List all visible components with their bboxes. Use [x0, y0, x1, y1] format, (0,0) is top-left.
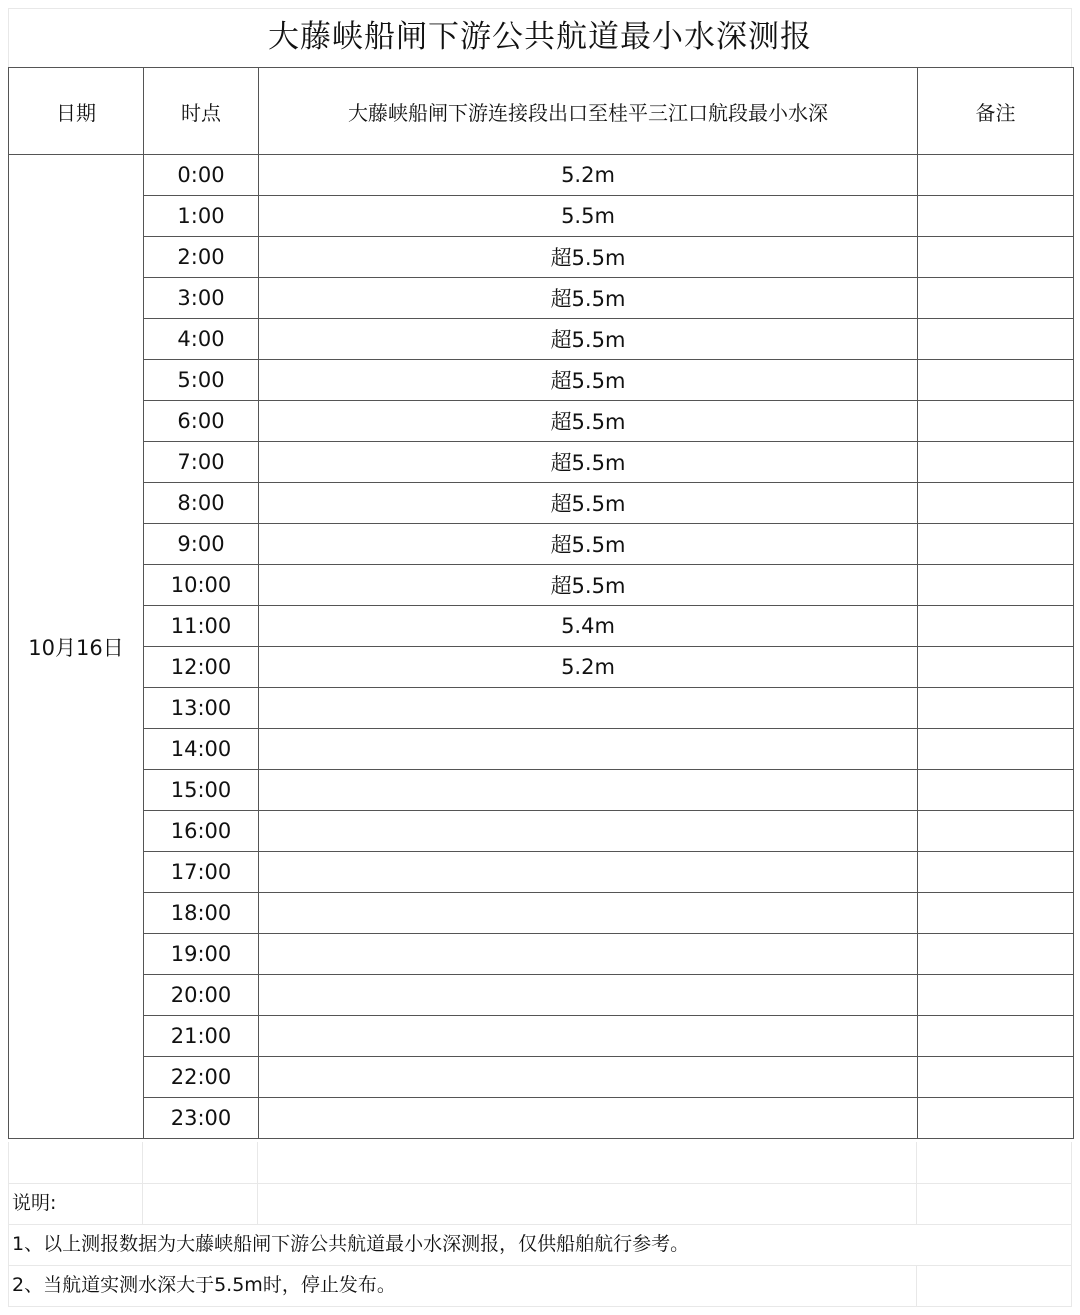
- remark-cell: [918, 155, 1074, 196]
- remark-cell: [918, 483, 1074, 524]
- remark-cell: [918, 360, 1074, 401]
- time-cell: 10:00: [144, 565, 259, 606]
- depth-cell: 超5.5m: [259, 360, 918, 401]
- time-cell: 2:00: [144, 237, 259, 278]
- table-row: [9, 975, 1074, 1016]
- depth-cell: 超5.5m: [259, 483, 918, 524]
- remark-cell: [918, 852, 1074, 893]
- header-row: [9, 68, 1074, 155]
- time-cell: 6:00: [144, 401, 259, 442]
- time-cell: 23:00: [144, 1098, 259, 1139]
- time-cell: 12:00: [144, 647, 259, 688]
- depth-cell: 超5.5m: [259, 442, 918, 483]
- remark-cell: [918, 237, 1074, 278]
- depth-cell: [259, 729, 918, 770]
- remark-cell: [918, 1057, 1074, 1098]
- table-row: [9, 852, 1074, 893]
- remark-cell: [918, 606, 1074, 647]
- table-row: [9, 237, 1074, 278]
- depth-cell: 超5.5m: [259, 237, 918, 278]
- time-cell: 0:00: [144, 155, 259, 196]
- empty-row: [8, 1142, 1072, 1183]
- depth-cell: [259, 852, 918, 893]
- time-cell: 13:00: [144, 688, 259, 729]
- depth-cell: [259, 934, 918, 975]
- time-cell: 14:00: [144, 729, 259, 770]
- remark-cell: [918, 934, 1074, 975]
- depth-cell: 5.5m: [259, 196, 918, 237]
- table-row: [9, 688, 1074, 729]
- depth-cell: 超5.5m: [259, 319, 918, 360]
- depth-cell: [259, 811, 918, 852]
- time-cell: 15:00: [144, 770, 259, 811]
- remark-cell: [918, 524, 1074, 565]
- depth-cell: [259, 770, 918, 811]
- time-cell: 20:00: [144, 975, 259, 1016]
- time-cell: 3:00: [144, 278, 259, 319]
- depth-cell: [259, 893, 918, 934]
- note-item: 1、以上测报数据为大藤峡船闸下游公共航道最小水深测报，仅供船舶航行参考。: [12, 1233, 690, 1255]
- table-row: [9, 278, 1074, 319]
- depth-cell: [259, 1016, 918, 1057]
- table-row: [9, 811, 1074, 852]
- remark-cell: [918, 1098, 1074, 1139]
- header-date: 日期: [9, 68, 144, 155]
- remark-cell: [918, 647, 1074, 688]
- remark-cell: [918, 688, 1074, 729]
- time-cell: 18:00: [144, 893, 259, 934]
- time-cell: 1:00: [144, 196, 259, 237]
- time-cell: 4:00: [144, 319, 259, 360]
- depth-cell: 超5.5m: [259, 278, 918, 319]
- table-row: [9, 893, 1074, 934]
- time-cell: 11:00: [144, 606, 259, 647]
- depth-cell: 5.4m: [259, 606, 918, 647]
- date-cell: 10月16日: [9, 155, 144, 1139]
- depth-cell: 5.2m: [259, 647, 918, 688]
- time-cell: 7:00: [144, 442, 259, 483]
- header-time: 时点: [144, 68, 259, 155]
- remark-cell: [918, 975, 1074, 1016]
- note-item: 2、当航道实测水深大于5.5m时，停止发布。: [12, 1274, 396, 1296]
- depth-cell: 超5.5m: [259, 524, 918, 565]
- remark-cell: [918, 565, 1074, 606]
- table-row: [9, 442, 1074, 483]
- table-body: [9, 155, 1074, 1139]
- depth-cell: [259, 688, 918, 729]
- remark-cell: [918, 893, 1074, 934]
- table-row: [9, 934, 1074, 975]
- depth-cell: 超5.5m: [259, 565, 918, 606]
- header-remark: 备注: [918, 68, 1074, 155]
- table-row: [9, 647, 1074, 688]
- depth-cell: [259, 975, 918, 1016]
- remark-cell: [918, 442, 1074, 483]
- time-cell: 5:00: [144, 360, 259, 401]
- remark-cell: [918, 278, 1074, 319]
- time-cell: 8:00: [144, 483, 259, 524]
- table-row: [9, 565, 1074, 606]
- table-row: [9, 196, 1074, 237]
- table-row: [9, 1057, 1074, 1098]
- depth-cell: 超5.5m: [259, 401, 918, 442]
- grid-line: [8, 1306, 1072, 1307]
- table-row: [9, 319, 1074, 360]
- depth-cell: [259, 1057, 918, 1098]
- header-depth: 大藤峡船闸下游连接段出口至桂平三江口航段最小水深: [259, 68, 918, 155]
- table-row: [9, 524, 1074, 565]
- table-row: [9, 155, 1074, 196]
- remark-cell: [918, 401, 1074, 442]
- table-row: [9, 1098, 1074, 1139]
- time-cell: 19:00: [144, 934, 259, 975]
- remark-cell: [918, 729, 1074, 770]
- table-row: [9, 729, 1074, 770]
- time-cell: 9:00: [144, 524, 259, 565]
- table-row: [9, 360, 1074, 401]
- table-row: [9, 606, 1074, 647]
- time-cell: 21:00: [144, 1016, 259, 1057]
- time-cell: 16:00: [144, 811, 259, 852]
- table-row: [9, 1016, 1074, 1057]
- page-title: 大藤峡船闸下游公共航道最小水深测报: [268, 19, 812, 55]
- depth-cell: [259, 1098, 918, 1139]
- remark-cell: [918, 811, 1074, 852]
- time-cell: 22:00: [144, 1057, 259, 1098]
- notes-section: [8, 1142, 1072, 1306]
- time-cell: 17:00: [144, 852, 259, 893]
- depth-cell: 5.2m: [259, 155, 918, 196]
- remark-cell: [918, 196, 1074, 237]
- table-row: [9, 483, 1074, 524]
- water-depth-table: [8, 67, 1074, 1139]
- notes-heading: 说明:: [12, 1192, 57, 1214]
- table-row: [9, 401, 1074, 442]
- remark-cell: [918, 1016, 1074, 1057]
- remark-cell: [918, 319, 1074, 360]
- table-row: [9, 770, 1074, 811]
- remark-cell: [918, 770, 1074, 811]
